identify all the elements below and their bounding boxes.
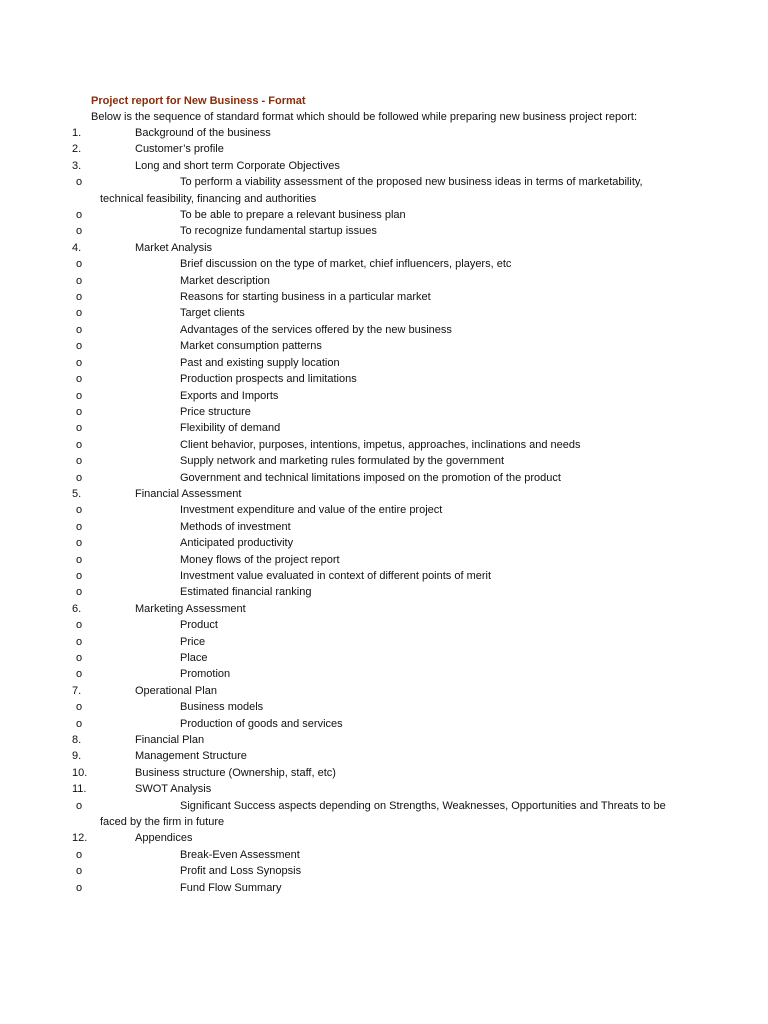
section-item bbox=[0, 601, 768, 617]
item-number: 6. bbox=[72, 602, 82, 615]
bullet-marker: o bbox=[76, 619, 83, 632]
bullet-marker: o bbox=[76, 652, 83, 664]
item-number: 8. bbox=[72, 734, 82, 747]
item-text: Advantages of the services offered by the new business bbox=[180, 323, 452, 336]
sub-item bbox=[0, 273, 768, 289]
item-text: Target clients bbox=[180, 307, 245, 320]
item-text: Customer’s profile bbox=[135, 143, 224, 156]
bullet-marker: o bbox=[76, 323, 83, 336]
bullet-marker: o bbox=[76, 504, 83, 517]
bullet-marker: o bbox=[76, 865, 83, 878]
bullet-marker: o bbox=[76, 356, 83, 369]
item-text: Long and short term Corporate Objectives bbox=[135, 159, 340, 172]
outline-list bbox=[0, 125, 768, 896]
sub-item bbox=[0, 437, 768, 453]
bullet-marker: o bbox=[76, 258, 83, 271]
item-number: 3. bbox=[72, 159, 82, 172]
bullet-marker: o bbox=[76, 422, 83, 435]
bullet-marker: o bbox=[76, 405, 83, 418]
sub-item bbox=[0, 453, 768, 469]
section-item bbox=[0, 141, 768, 157]
item-text: Market description bbox=[180, 274, 270, 287]
bullet-marker: o bbox=[76, 701, 83, 714]
sub-item bbox=[0, 699, 768, 715]
bullet-marker: o bbox=[76, 635, 83, 648]
item-text: Business models bbox=[180, 701, 264, 714]
item-text: To recognize fundamental startup issues bbox=[180, 225, 377, 238]
section-item bbox=[0, 830, 768, 846]
sub-item bbox=[0, 388, 768, 404]
item-text: Financial Assessment bbox=[135, 487, 242, 500]
bullet-marker: o bbox=[76, 471, 83, 484]
sub-item bbox=[0, 404, 768, 420]
item-text: Investment value evaluated in context of different points of merit bbox=[180, 569, 492, 582]
sub-item bbox=[0, 716, 768, 732]
section-item bbox=[0, 732, 768, 748]
item-text: Market Analysis bbox=[135, 241, 213, 254]
bullet-marker: o bbox=[76, 209, 83, 222]
bullet-marker: o bbox=[76, 455, 83, 468]
item-text: Significant Success aspects depending on Strengths, Weaknesses, Opportunities and Threats to be faced by the firm in future bbox=[100, 799, 666, 829]
bullet-marker: o bbox=[76, 799, 83, 812]
bullet-marker: o bbox=[76, 553, 83, 566]
item-number: 12. bbox=[72, 832, 88, 845]
sub-item bbox=[0, 584, 768, 600]
item-text: Methods of investment bbox=[180, 520, 291, 533]
item-text: Brief discussion on the type of market, chief influencers, players, etc bbox=[180, 258, 512, 271]
sub-item bbox=[0, 174, 768, 207]
item-text: Price bbox=[180, 635, 206, 648]
item-text: Government and technical limitations imposed on the promotion of the product bbox=[180, 471, 561, 484]
section-item bbox=[0, 748, 768, 764]
item-text: Flexibility of demand bbox=[180, 422, 281, 435]
sub-item bbox=[0, 470, 768, 486]
item-text: Anticipated productivity bbox=[180, 537, 294, 550]
bullet-marker: o bbox=[76, 389, 83, 402]
bullet-marker: o bbox=[76, 340, 83, 353]
item-number: 5. bbox=[72, 487, 82, 500]
item-number: 1. bbox=[72, 127, 82, 139]
section-item bbox=[0, 125, 768, 141]
item-text: Fund Flow Summary bbox=[180, 881, 282, 894]
sub-item bbox=[0, 666, 768, 682]
item-number: 11. bbox=[72, 783, 87, 796]
item-text: Marketing Assessment bbox=[135, 602, 246, 615]
section-item bbox=[0, 781, 768, 797]
bullet-marker: o bbox=[76, 373, 83, 386]
item-number: 4. bbox=[72, 241, 82, 254]
sub-item bbox=[0, 355, 768, 371]
item-text: Business structure (Ownership, staff, etc) bbox=[135, 766, 336, 779]
section-item bbox=[0, 765, 768, 781]
sub-item bbox=[0, 617, 768, 633]
item-text: Appendices bbox=[135, 832, 193, 845]
sub-item bbox=[0, 289, 768, 305]
item-text: Background of the business bbox=[135, 127, 271, 139]
bullet-marker: o bbox=[76, 717, 83, 730]
item-text: Promotion bbox=[180, 668, 231, 681]
bullet-marker: o bbox=[76, 274, 83, 287]
bullet-marker: o bbox=[76, 438, 83, 451]
sub-item bbox=[0, 305, 768, 321]
item-number: 9. bbox=[72, 750, 82, 763]
bullet-marker: o bbox=[76, 668, 83, 681]
item-text: Exports and Imports bbox=[180, 389, 279, 402]
sub-item bbox=[0, 371, 768, 387]
bullet-marker: o bbox=[76, 569, 83, 582]
item-text: To perform a viability assessment of the proposed new business ideas in terms of marketability, technical feasibility, financing and authorities bbox=[100, 176, 643, 205]
sub-item bbox=[0, 847, 768, 863]
item-text: Reasons for starting business in a particular market bbox=[180, 291, 431, 304]
item-text: Operational Plan bbox=[135, 684, 217, 697]
bullet-marker: o bbox=[76, 848, 83, 861]
section-item bbox=[0, 158, 768, 174]
item-text: Place bbox=[180, 652, 208, 664]
item-text: Break-Even Assessment bbox=[180, 848, 300, 861]
sub-item bbox=[0, 863, 768, 879]
bullet-marker: o bbox=[76, 176, 83, 189]
sub-item bbox=[0, 880, 768, 896]
item-number: 7. bbox=[72, 684, 82, 697]
sub-item bbox=[0, 256, 768, 272]
item-text: Profit and Loss Synopsis bbox=[180, 865, 302, 878]
sub-item bbox=[0, 420, 768, 436]
item-text: Production prospects and limitations bbox=[180, 373, 357, 386]
sub-item bbox=[0, 502, 768, 518]
section-item bbox=[0, 240, 768, 256]
bullet-marker: o bbox=[76, 520, 83, 533]
item-text: Product bbox=[180, 619, 218, 632]
bullet-marker: o bbox=[76, 586, 83, 599]
item-text: Investment expenditure and value of the entire project bbox=[180, 504, 443, 517]
item-number: 2. bbox=[72, 143, 82, 156]
bullet-marker: o bbox=[76, 225, 83, 238]
item-text: Price structure bbox=[180, 405, 251, 418]
item-text: Client behavior, purposes, intentions, impetus, approaches, inclinations and needs bbox=[180, 438, 581, 451]
item-text: Money flows of the project report bbox=[180, 553, 340, 566]
item-text: Production of goods and services bbox=[180, 717, 343, 730]
page-title: Project report for New Business - Format bbox=[91, 95, 306, 107]
bullet-marker: o bbox=[76, 881, 83, 894]
item-text: Supply network and marketing rules formulated by the government bbox=[180, 455, 505, 468]
sub-item bbox=[0, 568, 768, 584]
item-text: SWOT Analysis bbox=[135, 783, 212, 796]
section-item bbox=[0, 486, 768, 502]
item-text: To be able to prepare a relevant business plan bbox=[180, 209, 406, 222]
sub-item bbox=[0, 223, 768, 239]
item-text: Past and existing supply location bbox=[180, 356, 340, 369]
item-text: Estimated financial ranking bbox=[180, 586, 312, 599]
item-text: Financial Plan bbox=[135, 734, 205, 747]
item-number: 10. bbox=[72, 766, 88, 779]
sub-item bbox=[0, 519, 768, 535]
sub-item bbox=[0, 535, 768, 551]
sub-item bbox=[0, 634, 768, 650]
item-text: Market consumption patterns bbox=[180, 340, 322, 353]
sub-item bbox=[0, 207, 768, 223]
intro-text: Below is the sequence of standard format which should be followed while preparing new business project report: bbox=[91, 111, 638, 123]
bullet-marker: o bbox=[76, 307, 83, 320]
sub-item bbox=[0, 798, 768, 831]
section-item bbox=[0, 683, 768, 699]
sub-item bbox=[0, 338, 768, 354]
sub-item bbox=[0, 552, 768, 568]
sub-item bbox=[0, 650, 768, 666]
bullet-marker: o bbox=[76, 537, 83, 550]
bullet-marker: o bbox=[76, 291, 83, 304]
item-text: Management Structure bbox=[135, 750, 247, 763]
sub-item bbox=[0, 322, 768, 338]
